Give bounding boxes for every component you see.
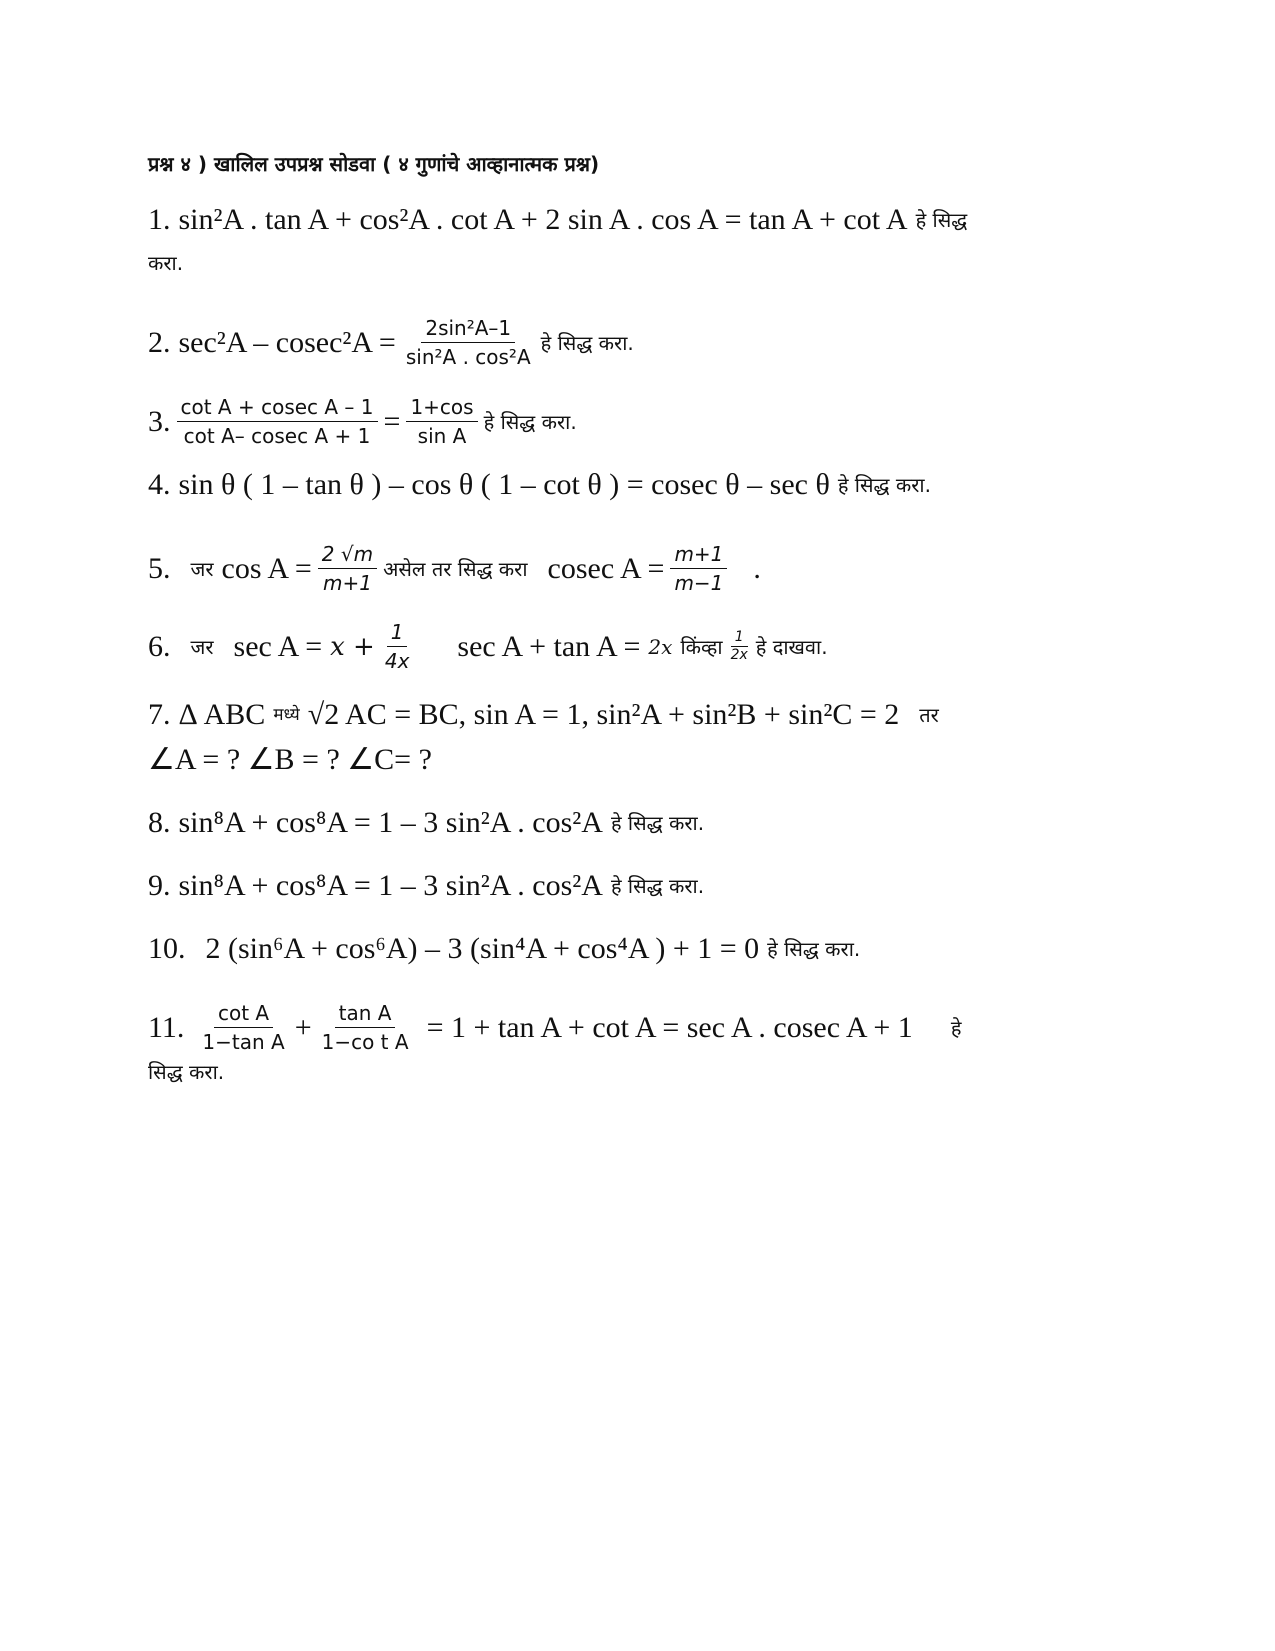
question-number: 10.	[148, 932, 186, 965]
question-suffix: हे सिद्ध करा.	[610, 811, 705, 835]
tar-word: तर	[919, 703, 939, 727]
madhye-word: मध्ये	[273, 705, 300, 725]
question-rhs: sec A + tan A =	[457, 629, 641, 663]
period: .	[753, 551, 761, 585]
question-suffix: हे दाखवा.	[755, 634, 828, 659]
fraction-numerator: cot A	[214, 999, 273, 1028]
fraction-numerator: tan A	[335, 999, 396, 1028]
question-middle-text: असेल तर सिद्ध करा	[383, 556, 528, 581]
fraction-right	[406, 393, 477, 450]
condition-word: जर	[190, 556, 214, 581]
fraction-numerator: 1+cos	[406, 393, 477, 422]
fraction-denominator: cot A– cosec A + 1	[183, 424, 371, 448]
question-9	[148, 866, 704, 906]
question-11	[148, 999, 961, 1056]
fraction-left	[198, 999, 288, 1056]
question-11-continuation	[148, 1052, 224, 1092]
question-suffix: हे सिद्ध करा.	[767, 937, 861, 961]
fraction-denominator: 2x	[730, 647, 748, 663]
question-number: 1.	[148, 203, 171, 236]
question-number: 6.	[148, 629, 171, 663]
question-suffix: हे	[950, 1015, 962, 1040]
question-1-continuation	[148, 243, 183, 283]
question-suffix: सिद्ध करा.	[148, 1060, 225, 1084]
question-6	[148, 618, 828, 675]
fraction-denominator: sin²A . cos²A	[405, 345, 531, 369]
question-lhs: sec A =	[233, 629, 323, 663]
equals-sign: =	[383, 404, 401, 438]
question-suffix: हे सिद्ध करा.	[610, 874, 705, 898]
question-lhs: sec²A – cosec²A =	[178, 325, 396, 359]
question-expression: ∠A = ? ∠B = ? ∠C= ?	[148, 743, 432, 776]
variable-2x: 2x	[648, 634, 673, 659]
question-number: 9.	[148, 869, 171, 902]
fraction-numerator: cot A + cosec A – 1	[177, 393, 378, 422]
question-7	[148, 695, 939, 735]
question-7-continuation	[148, 740, 432, 780]
fraction-numerator: 1	[387, 618, 408, 647]
fraction-denominator: m−1	[674, 571, 724, 595]
fraction	[402, 314, 535, 371]
question-1	[148, 200, 967, 240]
question-expression: sin θ ( 1 – tan θ ) – cos θ ( 1 – cot θ ) = cosec θ – sec θ	[178, 468, 830, 501]
fraction-right	[318, 999, 413, 1056]
question-expression: sin⁸A + cos⁸A = 1 – 3 sin²A . cos²A	[178, 869, 603, 902]
question-expression: √2 AC = BC, sin A = 1, sin²A + sin²B + sin²C = 2	[307, 698, 900, 731]
question-4	[148, 465, 931, 505]
question-expression: sin⁸A + cos⁸A = 1 – 3 sin²A . cos²A	[178, 806, 603, 839]
question-number: 11.	[148, 1010, 185, 1044]
question-10	[148, 929, 860, 969]
condition-word: जर	[190, 634, 214, 659]
fraction-right	[670, 540, 727, 597]
fraction-denominator: 1−co t A	[321, 1030, 409, 1054]
question-lhs: cos A =	[221, 551, 312, 585]
question-suffix: हे सिद्ध	[915, 208, 968, 232]
fraction-denominator: sin A	[417, 424, 467, 448]
question-number: 7.	[148, 698, 171, 731]
question-2	[148, 314, 634, 371]
plus-sign: +	[294, 1010, 312, 1044]
fraction-left	[381, 618, 414, 675]
fraction-denominator: 1−tan A	[202, 1030, 285, 1054]
or-word: किंव्हा	[680, 634, 723, 659]
question-3	[148, 393, 577, 450]
fraction-numerator: m+1	[670, 540, 727, 569]
fraction-right	[727, 629, 752, 664]
question-number: 8.	[148, 806, 171, 839]
variable-x: x +	[330, 631, 375, 662]
fraction-denominator: 4x	[384, 649, 410, 673]
fraction-numerator: 2sin²A–1	[421, 314, 515, 343]
fraction-left	[318, 540, 377, 597]
triangle-name: Δ ABC	[178, 698, 266, 731]
question-suffix: हे सिद्ध करा.	[540, 330, 634, 355]
question-suffix: करा.	[148, 251, 184, 275]
question-suffix: हे सिद्ध करा.	[483, 409, 577, 434]
question-number: 2.	[148, 325, 171, 359]
fraction-denominator: m+1	[322, 571, 372, 595]
question-number: 4.	[148, 468, 171, 501]
question-suffix: हे सिद्ध करा.	[837, 473, 931, 497]
fraction-numerator: 2 √m	[318, 540, 377, 569]
question-number: 5.	[148, 551, 171, 585]
question-rhs: cosec A =	[547, 551, 665, 585]
fraction-numerator: 1	[731, 629, 748, 647]
question-expression: 2 (sin⁶A + cos⁶A) – 3 (sin⁴A + cos⁴A ) + 1 = 0	[205, 932, 760, 965]
section-heading: प्रश्न ४ ) खालिल उपप्रश्न सोडवा ( ४ गुणांचे आव्हानात्मक प्रश्न)	[148, 152, 600, 176]
question-5	[148, 540, 761, 597]
fraction-left	[177, 393, 378, 450]
question-8	[148, 803, 704, 843]
question-expression: = 1 + tan A + cot A = sec A . cosec A + 1	[426, 1010, 913, 1044]
question-number: 3.	[148, 404, 171, 438]
question-expression: sin²A . tan A + cos²A . cot A + 2 sin A . cos A = tan A + cot A	[178, 203, 908, 236]
